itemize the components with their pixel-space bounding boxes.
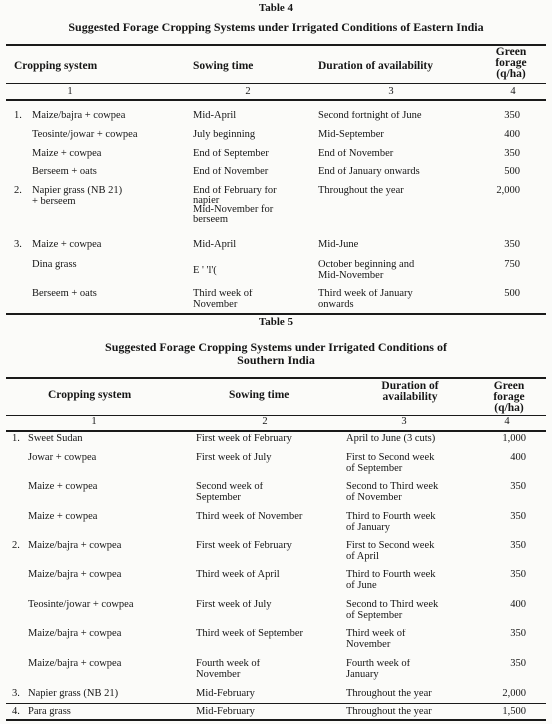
table5-row-number: 1. xyxy=(12,434,20,444)
table4-row-sowing: End of September xyxy=(193,149,269,159)
table5-row-yield: 1,000 xyxy=(502,434,526,444)
table4-row-sowing: Mid-April xyxy=(193,240,237,250)
table5-colnum-1: 1 xyxy=(91,417,97,427)
table5-row-sowing: Third week of April xyxy=(196,570,280,580)
table4-row-sowing: Mid-April xyxy=(193,111,237,121)
table4-row-sowing: July beginning xyxy=(193,130,256,140)
table4-row-duration: October beginning and Mid-November xyxy=(318,260,415,281)
table4-title: Suggested Forage Cropping Systems under Irrigated Conditions of Eastern India xyxy=(68,20,484,34)
table5-header-rule xyxy=(6,415,546,416)
table5-header-cropping-system: Cropping system xyxy=(48,390,132,401)
table4-row-duration: Throughout the year xyxy=(318,186,404,196)
table5-row-sowing: First week of February xyxy=(196,434,292,444)
table4-row-system: Berseem + oats xyxy=(32,289,97,299)
table4-row-yield: 2,000 xyxy=(496,186,520,196)
table4-row-duration: End of January onwards xyxy=(318,167,420,177)
table4-row-yield: 350 xyxy=(504,111,520,121)
table5-row-yield: 2,000 xyxy=(502,689,526,699)
table5-row-number: 4. xyxy=(12,707,20,717)
table4-row-duration: Mid-September xyxy=(318,130,384,140)
table5-row-duration: First to Second week of April xyxy=(346,541,435,562)
table4-row-duration: Second fortnight of June xyxy=(318,111,422,121)
table5-header-sowing-time: Sowing time xyxy=(229,390,290,401)
table4-colnum-1: 1 xyxy=(67,87,73,97)
table5-row-yield: 350 xyxy=(510,512,526,522)
table5-row-yield: 350 xyxy=(510,570,526,580)
table4-row-system: Berseem + oats xyxy=(32,167,97,177)
table5-row-system: Jowar + cowpea xyxy=(28,453,97,463)
table4-row-yield: 750 xyxy=(504,260,520,270)
table5-row-system: Maize/bajra + cowpea xyxy=(28,541,122,551)
table4-label: Table 4 xyxy=(258,2,294,14)
table5-colnum-rule xyxy=(6,430,546,432)
table5-row-sowing: Third week of September xyxy=(196,629,304,639)
table5-row-system: Napier grass (NB 21) xyxy=(28,689,119,699)
table5-row-system: Maize/bajra + cowpea xyxy=(28,629,122,639)
table5-row-yield: 400 xyxy=(510,453,526,463)
table4-row-system: Maize + cowpea xyxy=(32,240,102,250)
table5-row-number: 2. xyxy=(12,541,20,551)
table4-row-system: Maize/bajra + cowpea xyxy=(32,111,126,121)
table4-row-duration: Third week of January onwards xyxy=(318,289,413,310)
table4-row-yield: 400 xyxy=(504,130,520,140)
table4-row-sowing: E ' 'l'( xyxy=(193,266,217,276)
table4-top-rule xyxy=(6,44,546,46)
table5-row-sowing: First week of July xyxy=(196,453,272,463)
table5-row-number: 3. xyxy=(12,689,20,699)
table5-row-yield: 400 xyxy=(510,600,526,610)
table5-row-sowing: Mid-February xyxy=(196,707,255,717)
table4-header-duration: Duration of availability xyxy=(318,61,434,72)
table5-row-sowing: Third week of November xyxy=(196,512,303,522)
table4-row-number: 3. xyxy=(14,240,22,250)
table5-header-green-forage: Green forage (q/ha) xyxy=(493,381,525,414)
table5-row-system: Maize + cowpea xyxy=(28,512,98,522)
table4-row-number: 2. xyxy=(14,186,22,196)
table5-title: Suggested Forage Cropping Systems under Irrigated Conditions of Southern India xyxy=(105,340,447,367)
table5-row-duration: Fourth week of January xyxy=(346,659,411,680)
table4-row-yield: 500 xyxy=(504,289,520,299)
table4-colnum-rule xyxy=(6,99,546,101)
table4-row-sowing: Third week of November xyxy=(193,289,253,310)
table5-row-system: Sweet Sudan xyxy=(28,434,83,444)
table5-row-system: Maize + cowpea xyxy=(28,482,98,492)
table4-row-sowing: End of February for napier Mid-November for berseem xyxy=(193,186,277,224)
table4-header-green-forage: Green forage (q/ha) xyxy=(495,47,527,80)
table4-row-number: 1. xyxy=(14,111,22,121)
table4-colnum-2: 2 xyxy=(245,87,251,97)
table5-label: Table 5 xyxy=(258,316,294,328)
table5-row-sowing: Fourth week of November xyxy=(196,659,261,680)
table5-row-divider xyxy=(6,703,546,704)
table5-row-duration: April to June (3 cuts) xyxy=(346,434,436,444)
table4-header-rule xyxy=(6,83,546,84)
table4-row-duration: Mid-June xyxy=(318,240,359,250)
table5-row-duration: Throughout the year xyxy=(346,689,432,699)
table4-header-sowing-time: Sowing time xyxy=(193,61,254,72)
table5-row-system: Teosinte/jowar + cowpea xyxy=(28,600,134,610)
table5-row-sowing: Second week of September xyxy=(196,482,264,503)
table5-row-duration: Throughout the year xyxy=(346,707,432,717)
table5-row-yield: 350 xyxy=(510,659,526,669)
table4-row-system: Teosinte/jowar + cowpea xyxy=(32,130,138,140)
table5-row-duration: Second to Third week of November xyxy=(346,482,439,503)
table4-row-system: Maize + cowpea xyxy=(32,149,102,159)
table5-row-duration: Third to Fourth week of June xyxy=(346,570,436,591)
table5-row-duration: Second to Third week of September xyxy=(346,600,439,621)
table5-row-sowing: Mid-February xyxy=(196,689,255,699)
table4-row-yield: 500 xyxy=(504,167,520,177)
table4-row-sowing: End of November xyxy=(193,167,269,177)
table5-row-yield: 350 xyxy=(510,541,526,551)
table5-header-duration: Duration of availability xyxy=(381,381,439,403)
table5-row-duration: First to Second week of September xyxy=(346,453,435,474)
table5-row-duration: Third to Fourth week of January xyxy=(346,512,436,533)
table5-row-duration: Third week of November xyxy=(346,629,406,650)
table5-colnum-4: 4 xyxy=(504,417,510,427)
table5-row-system: Para grass xyxy=(28,707,71,717)
table4-bottom-rule xyxy=(6,313,546,315)
table5-colnum-3: 3 xyxy=(401,417,407,427)
table5-row-system: Maize/bajra + cowpea xyxy=(28,570,122,580)
table4-row-system: Napier grass (NB 21) + berseem xyxy=(32,186,123,207)
table4-row-duration: End of November xyxy=(318,149,394,159)
table5-row-system: Maize/bajra + cowpea xyxy=(28,659,122,669)
table4-row-system: Dina grass xyxy=(32,260,77,270)
table4-header-cropping-system: Cropping system xyxy=(14,61,98,72)
table4-row-yield: 350 xyxy=(504,240,520,250)
table5-colnum-2: 2 xyxy=(262,417,268,427)
table5-row-sowing: First week of February xyxy=(196,541,292,551)
table4-row-yield: 350 xyxy=(504,149,520,159)
table5-row-yield: 1,500 xyxy=(502,707,526,717)
table5-row-sowing: First week of July xyxy=(196,600,272,610)
table5-row-yield: 350 xyxy=(510,482,526,492)
table5-row-yield: 350 xyxy=(510,629,526,639)
table5-top-rule xyxy=(6,377,546,379)
table4-colnum-3: 3 xyxy=(388,87,394,97)
table5-bottom-rule xyxy=(6,719,546,721)
table4-colnum-4: 4 xyxy=(510,87,516,97)
